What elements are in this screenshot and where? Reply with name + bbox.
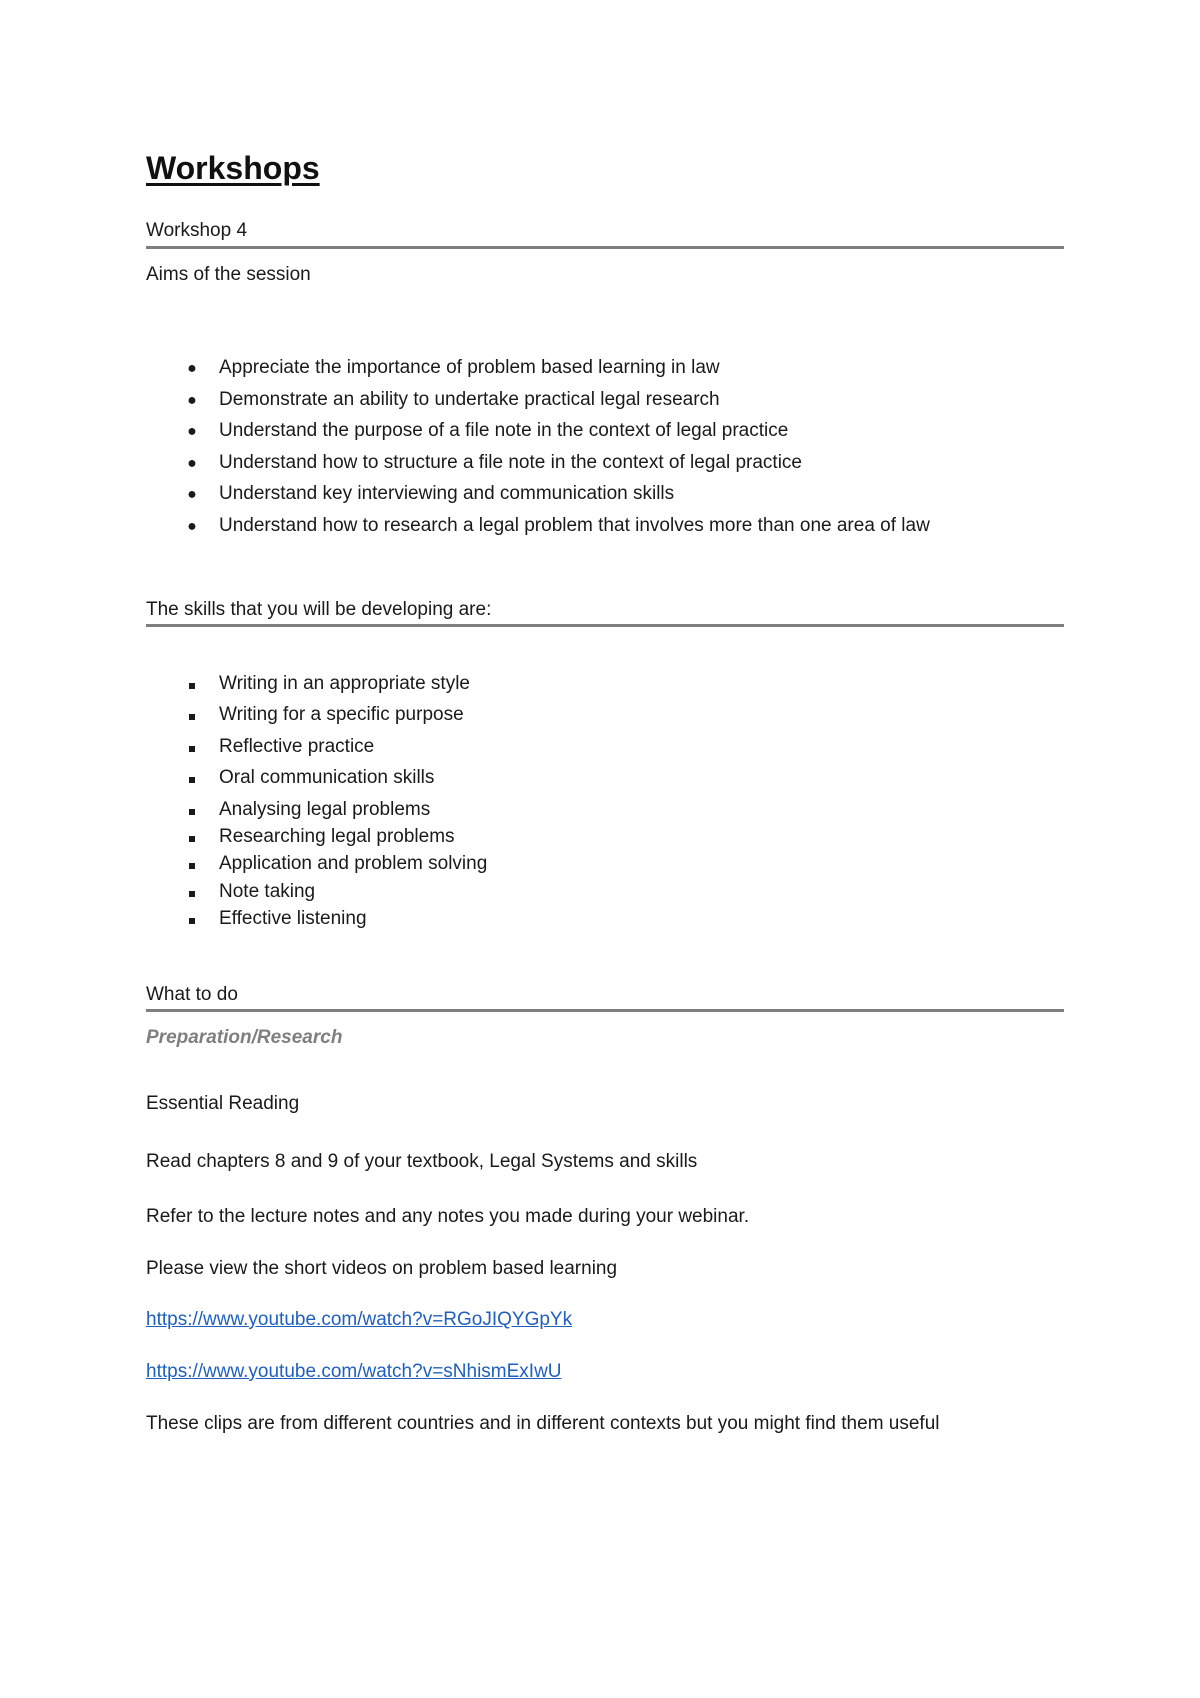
bullet-icon: ●: [187, 518, 197, 535]
video-link-1[interactable]: https://www.youtube.com/watch?v=RGoJIQYGpYk: [146, 1309, 573, 1330]
notes-instruction: Refer to the lecture notes and any notes you made during your webinar.: [146, 1206, 750, 1227]
square-bullet-icon: [182, 881, 202, 903]
square-bullet-icon: [182, 908, 202, 930]
section-rule: [146, 246, 1064, 249]
bullet-icon: ●: [187, 486, 197, 503]
square-bullet-icon: [182, 767, 202, 789]
square-bullet-icon: [182, 799, 202, 821]
aims-heading: Aims of the session: [146, 264, 311, 285]
essential-reading-label: Essential Reading: [146, 1093, 300, 1114]
bullet-icon: ●: [187, 423, 197, 440]
what-to-do-heading: What to do: [146, 984, 238, 1005]
section-rule: [146, 1009, 1064, 1012]
square-bullet-icon: [182, 853, 202, 875]
bullet-icon: ●: [187, 392, 197, 409]
document-page: Workshops Workshop 4 Aims of the session ● Appreciate the importance of problem based learning in law ● Demonstrate an ability to undertake practical legal research ● Understand the purpose of a file note in the context of legal practice ● Understand how to structure a file note in the context of legal practice ● Understand key interviewing and communication skills ● Understand how to research a legal problem that involves more than one area of law The skills that you will be developing are: Writing in an appropriate style Writing for a specific purpose Reflective practice Oral communication skills Analysing legal problems Researching legal problems Application and problem solving Note taking Effective listening What to do Preparation/Research Essential Reading Read chapters 8 and 9 of your textbook, Legal Systems and skills Refer to the lecture notes and any notes you made during your webinar. Please view the short videos on problem based learning https://www.youtube.com/watch?v=RGoJIQYGpYk https://www.youtube.com/watch?v=sNhismExIwU These clips are from different countries and in different contexts but you might find them useful: [0, 0, 1200, 1698]
preparation-heading: Preparation/Research: [146, 1027, 343, 1048]
clips-note: These clips are from different countries and in different contexts but you might find them useful: [146, 1413, 940, 1434]
video-link-2[interactable]: https://www.youtube.com/watch?v=sNhismExIwU: [146, 1361, 562, 1382]
reading-instruction: Read chapters 8 and 9 of your textbook, Legal Systems and skills: [146, 1151, 698, 1172]
square-bullet-icon: [182, 826, 202, 848]
bullet-icon: ●: [187, 360, 197, 377]
section-rule: [146, 624, 1064, 627]
bullet-icon: ●: [187, 455, 197, 472]
skills-heading: The skills that you will be developing are:: [146, 599, 492, 620]
workshop-label: Workshop 4: [146, 220, 248, 241]
videos-instruction: Please view the short videos on problem based learning: [146, 1258, 618, 1279]
square-bullet-icon: [182, 736, 202, 758]
square-bullet-icon: [182, 673, 202, 695]
page-title: Workshops: [146, 150, 320, 186]
square-bullet-icon: [182, 704, 202, 726]
